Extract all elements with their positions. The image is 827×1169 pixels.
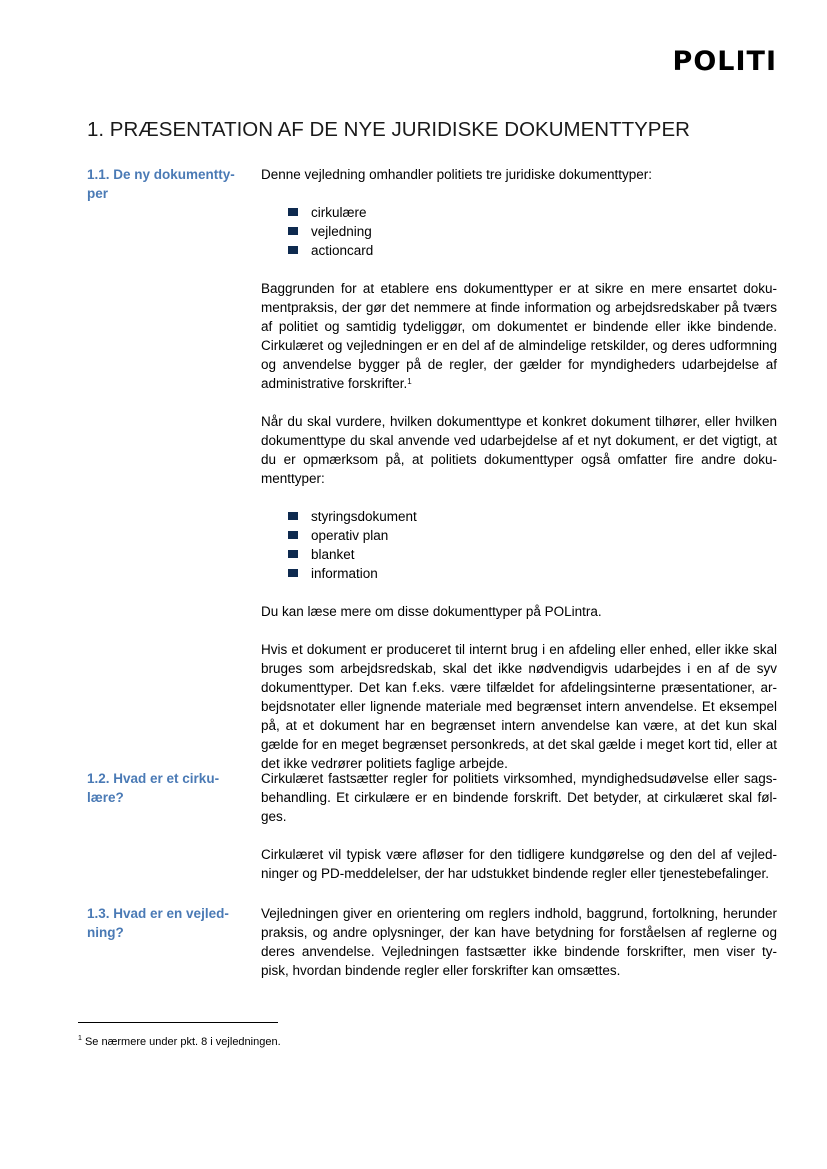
section-heading-line: per [87,186,109,201]
square-bullet-icon [288,569,298,577]
document-type-list [261,203,777,260]
paragraph: Vejledningen giver en orientering om reglers indhold, baggrund, fortolkning, herunder praksis, og andre oplysninger, der kan have betydning for forståelsen af reglerne og deres anvendelse. Vejledningen fastsætter ikke bindende forskrifter, men viser ty- pisk, hvordan bindende regler eller forskrifter kan omsættes. [261,906,777,978]
list-item: information [261,564,777,583]
square-bullet-icon [288,550,298,558]
list-item: vejledning [261,222,777,241]
footnote-text: Se nærmere under pkt. 8 i vejledningen. [84,1036,281,1048]
paragraph: Når du skal vurdere, hvilken dokumenttype et konkret dokument tilhører, eller hvilken dokumenttype du skal anvende ved udarbejdelse af et nyt dokument, er det vigtigt, at du er opmærksom på, at politiets dokumenttyper også omfatter fire andre doku- menttyper: [261,414,777,486]
paragraph: Baggrunden for at etablere ens dokumenttyper er at sikre en mere ensartet doku- mentpraksis, der gør det nemmere at finde information og arbejdsredskaber på tværs af politiet og samtidig tydeliggør, om dokumentet er bindende eller ikke bindende. Cirkulæret og vejledningen er en del af de almindelige retskilder, og deres udformning og anvendelse bygger på de regler, der gælder for myndigheders udarbejdelse af administrative forskrifter.$^1$ [261,281,777,391]
other-document-type-list [261,507,777,583]
section-body-1-3 [261,904,777,980]
section-heading-line: 1.2. Hvad er et cirku- [87,771,220,786]
square-bullet-icon [288,227,298,235]
section-body-1-1 [261,165,777,773]
footnote-reference[interactable]: 1 [407,377,412,386]
square-bullet-icon [288,512,298,520]
list-item: styringsdokument [261,507,777,526]
intro-text: Denne vejledning omhandler politiets tre juridiske dokumenttyper: [261,167,652,182]
footnote [78,1036,281,1048]
square-bullet-icon [288,531,298,539]
paragraph: Du kan læse mere om disse dokumenttyper på POLintra. [261,604,602,619]
section-heading-line: ning? [87,925,124,940]
section-body-1-2 [261,769,777,883]
footnote-divider [78,1022,278,1023]
square-bullet-icon [288,246,298,254]
footnote-mark: 1 [78,1035,82,1042]
paragraph: Cirkulæret vil typisk være afløser for den tidligere kundgørelse og den del af vejled- ninger og PD-meddelelser, der har udstukket bindende regler eller tjenestebefalinger. [261,847,777,881]
politi-logo: POLITI [672,46,777,77]
section-heading-1-1 [87,165,247,203]
section-heading-line: lære? [87,790,124,805]
document-title: 1. PRÆSENTATION AF DE NYE JURIDISKE DOKUMENTTYPER [87,118,690,141]
list-item: operativ plan [261,526,777,545]
list-item: actioncard [261,241,777,260]
section-heading-1-3 [87,904,247,942]
paragraph: Hvis et dokument er produceret til internt brug i en afdeling eller enhed, eller ikke skal bruges som arbejdsredskab, skal det ikke nødvendigvis udarbejdes i en af de syv dokumenttyper. Det kan f.eks. være tilfældet for afdelingsinterne præsentationer, ar- bejdsnotater eller lignende materiale med begrænset intern anvendelse. Et eksempel på, at et dokument har en begrænset intern anvendelse kan være, at det kun skal gælde for en meget begrænset personkreds, at det skal gælde i meget kort tid, eller at det ikke vedrører politiets faglige arbejde. [261,642,777,771]
list-item: blanket [261,545,777,564]
section-heading-line: 1.1. De ny dokumentty- [87,167,235,182]
section-heading-line: 1.3. Hvad er en vejled- [87,906,229,921]
paragraph: Cirkulæret fastsætter regler for politiets virksomhed, myndighedsudøvelse eller sags- behandling. Et cirkulære er en bindende forskrift. Det betyder, at cirkulæret skal føl- ges. [261,771,777,824]
square-bullet-icon [288,208,298,216]
list-item: cirkulære [261,203,777,222]
section-heading-1-2 [87,769,247,807]
